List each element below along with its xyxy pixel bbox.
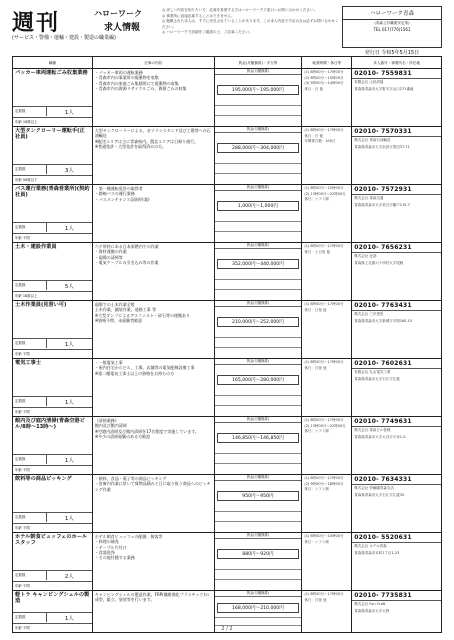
job-title[interactable]: パッカー車両運転ごみ収集業務: [15, 70, 88, 76]
age-label: 年齢: [15, 526, 22, 530]
count-row: [13, 512, 92, 522]
description-cell: [93, 417, 215, 474]
company-cell: [352, 417, 442, 474]
wage-header: 賃金(月額換算): [215, 185, 302, 191]
wage-value: 352,000円〜440,000円: [217, 259, 300, 269]
table-row: [13, 417, 442, 475]
count-value: 1人: [64, 399, 74, 406]
wage-cell: [215, 417, 303, 474]
company-address: 青森県上北郡六ケ所村大字尾駮: [354, 261, 404, 266]
work-hours: (1) 6時00分〜10時00分 休日：シフト制: [304, 534, 344, 544]
age-label: 年齢: [15, 236, 22, 240]
wage-value: 195,000円〜195,000円: [217, 85, 300, 95]
company-name: 株式会社 北部: [354, 254, 377, 258]
wage-header: 賃金(月額換算): [215, 243, 302, 249]
job-title-cell: [13, 533, 93, 590]
company-address: 青森県青森市大字石江字江渡35: [354, 493, 405, 498]
office-box: [342, 6, 442, 48]
company-address: 青森県青森市大字石江字江渡: [354, 377, 400, 382]
work-hours: (1) 8時00分〜17時00分 (2) 6時00分〜15時00分 (3) 5時00分〜14時00分 休日：日 他: [304, 70, 344, 91]
job-description: ・パッカー車両の運転業務 ・青森市内の事業所の廃棄物を収集 ・青森市内の家庭ごみ集積所にて廃棄物の収集 ・青森市内の資源リサイクルごみ、資源ごみの収集: [94, 70, 187, 91]
issue-date: 発行日 令和5年5月15日: [364, 50, 420, 56]
divider: [215, 521, 302, 522]
count-label: 定数数: [13, 613, 47, 622]
description-cell: [93, 301, 215, 358]
job-title[interactable]: 土木作業員(見習い可): [15, 302, 67, 308]
job-number[interactable]: 02010- 7634331: [352, 475, 441, 485]
description-cell: [93, 475, 215, 532]
column-header: 職種: [13, 57, 93, 68]
divider: [215, 405, 302, 406]
description-cell: [93, 359, 215, 416]
hours-cell: [302, 185, 352, 242]
logo-tagline: (サービス・警備・運輸・建設・製造の職業編): [12, 35, 116, 41]
job-title-cell: [13, 359, 93, 416]
age-label: 年齢: [15, 584, 22, 588]
company-address: 青森県青森市本町1丁目1-23: [354, 551, 400, 556]
logo: 週刊: [12, 10, 61, 36]
count-label: 定数数: [13, 339, 47, 348]
company-name: 株式会社 伊藤園青森支店: [354, 486, 394, 490]
table-row: [13, 533, 442, 591]
wage-value: 210,000円〜252,000円: [217, 317, 300, 327]
company-name: 株式会社 Fun Craft: [354, 602, 386, 606]
job-number[interactable]: 02010- 7570331: [352, 127, 441, 137]
hours-cell: [302, 533, 352, 590]
company-address: 青森県青森市大字浜田字豊田37-71: [354, 145, 410, 150]
note: ◎ 事業所に直接応募することはできません。: [162, 13, 235, 18]
company-cell: [352, 243, 442, 300]
logo-subtitle: ハローワーク: [94, 9, 142, 18]
table-row: [13, 475, 442, 533]
hours-cell: [302, 359, 352, 416]
logo-subtitle-2: 求人情報: [104, 23, 141, 33]
wage-header: 賃金(月額換算): [215, 301, 302, 307]
wage-cell: [215, 533, 303, 590]
divider: [215, 395, 302, 396]
age-row: [13, 291, 92, 299]
divider: [215, 105, 302, 106]
job-title[interactable]: 電気工事士: [15, 360, 41, 366]
job-number[interactable]: 02010- 7735831: [352, 591, 441, 601]
header-notes: [162, 8, 342, 36]
count-row: [13, 164, 92, 174]
hours-cell: [302, 243, 352, 300]
wage-value: 880円〜920円: [217, 549, 300, 559]
age-value: 18歳以上: [22, 294, 38, 298]
count-row: [13, 612, 92, 622]
company-name: 株式会社 青森交通: [354, 196, 384, 200]
job-number[interactable]: 02010- 7763431: [352, 301, 441, 311]
hours-cell: [302, 69, 352, 126]
count-value: 3人: [64, 167, 74, 174]
column-header: 就業時間・休日等: [302, 57, 352, 68]
work-hours: (1) 8時00分〜17時00分 (2) 9時00分〜18時00分 休日：シフト制: [304, 476, 344, 492]
divider: [215, 337, 302, 338]
job-title[interactable]: 土木・建設作業員: [15, 244, 57, 250]
column-header: 求人番号・事業所名・所在地: [352, 57, 442, 68]
age-value: 不問: [22, 236, 30, 240]
divider: [215, 617, 302, 618]
count-label: 定数数: [13, 107, 47, 116]
wage-header: 賃金(月額換算): [215, 127, 302, 133]
job-number[interactable]: 02010- 7572931: [352, 185, 441, 195]
table-header: [13, 57, 442, 69]
divider: [215, 115, 302, 116]
job-title-cell: [13, 127, 93, 184]
wage-cell: [215, 475, 303, 532]
age-label: 年齢: [15, 468, 22, 472]
age-label: 年齢: [15, 178, 22, 182]
job-description: 《清掃業務》 館内及び館内清掃 ※空港内清掃及び館内清掃を17名程度で実施しています。 ※多少の清掃経験のある方歓迎: [94, 418, 199, 439]
job-title[interactable]: 大型タンクローリー運転手(正社員): [15, 128, 85, 140]
count-row: [13, 396, 92, 406]
count-row: [13, 570, 92, 580]
divider: [215, 569, 302, 570]
divider: [215, 453, 302, 454]
divider: [215, 347, 302, 348]
job-title-cell: [13, 69, 93, 126]
note: ◎ ハローワークで詳細をご確認の上、ご応募ください。: [162, 30, 253, 34]
work-hours: (1) 8時00分〜17時00分 休日：日祝 他: [304, 360, 344, 370]
count-row: [13, 106, 92, 116]
age-label: 年齢: [15, 120, 22, 124]
age-row: [13, 465, 92, 473]
column-header: 賃金(月額換算)・手当等: [215, 57, 303, 68]
count-label: 定数数: [13, 571, 47, 580]
divider: [215, 231, 302, 232]
work-hours: (1) 6時00分〜15時00分 (2) 13時00分〜22時00分 休日：シフト制: [304, 186, 346, 202]
count-value: 1人: [64, 515, 74, 522]
hours-cell: [302, 301, 352, 358]
work-hours: (1) 8時00分〜17時00分 休日：土日祝 他: [304, 244, 344, 254]
description-cell: [93, 243, 215, 300]
divider: [215, 463, 302, 464]
wage-cell: [215, 243, 303, 300]
table-row: [13, 185, 442, 243]
company-cell: [352, 69, 442, 126]
wage-cell: [215, 185, 303, 242]
table-row: [13, 243, 442, 301]
company-name: 株式会社 ホテル青森: [354, 544, 387, 548]
job-description: ・一般電気工事 ・屋内住宅からビル、工場、店舗等の電気配線設備工事 ※第二種電気工事士以上の資格をお持ちの方: [94, 360, 195, 376]
description-cell: [93, 533, 215, 590]
company-cell: [352, 127, 442, 184]
table-row: [13, 301, 442, 359]
company-address: 青森県青森市大字大野: [354, 609, 390, 614]
description-cell: [93, 185, 215, 242]
job-table: [12, 56, 442, 633]
count-value: 1人: [64, 109, 74, 116]
wage-cell: [215, 127, 303, 184]
job-number[interactable]: 02010- 7749631: [352, 417, 441, 427]
count-value: 1人: [64, 341, 74, 348]
table-row: [13, 69, 442, 127]
age-label: 年齢: [15, 410, 22, 414]
age-row: [13, 523, 92, 531]
company-name: 有限会社 丸山電気工業: [354, 370, 391, 374]
age-label: 年齢: [15, 626, 22, 630]
description-cell: [93, 69, 215, 126]
divider: [215, 579, 302, 580]
job-title[interactable]: 館内及び庭内清掃(青森空港ビル/8時〜13時〜): [15, 418, 85, 430]
company-name: 株式会社 三沢建設: [354, 312, 384, 316]
table-row: [13, 127, 442, 185]
company-cell: [352, 359, 442, 416]
job-title-cell: [13, 417, 93, 474]
job-rows: [13, 69, 442, 633]
office-address: (青森公共職業安定所): [374, 21, 410, 25]
work-hours: (1) 8時00分〜17時00分 (2) 13時00分〜22時00分 休日：シフト制: [304, 418, 346, 434]
wage-value: 165,000円〜280,000円: [217, 375, 300, 385]
age-row: [13, 175, 92, 183]
work-hours: (1) 8時00分〜17時00分 休日：日 他 年間休日数：105日: [304, 128, 344, 144]
count-label: 定数数: [13, 281, 47, 290]
job-description: ホテル朝食ビュッフェの配膳、接客等 ・料理の補充 ・テーブル片付け ・食器洗浄 ・その他付随する業務: [94, 534, 163, 561]
job-title[interactable]: 飲料等の商品ピッキング: [15, 476, 72, 482]
job-number[interactable]: 02010- 7602631: [352, 359, 441, 369]
job-number[interactable]: 02010- 7559831: [352, 69, 441, 79]
job-title-cell: [13, 243, 93, 300]
company-address: 青森県青森市大字大谷字小谷1-5: [354, 435, 406, 440]
wage-header: 賃金(月額換算): [215, 475, 302, 481]
company-name: 株式会社 青森石油輸送: [354, 138, 391, 142]
wage-cell: [215, 359, 303, 416]
job-description: キャンピングシェルの製造作業。FRP(繊維強化プラスチック)の成型、組立、塗装等を行います。: [94, 592, 209, 603]
wage-value: 146,850円〜146,850円: [217, 433, 300, 443]
wage-header: 賃金(月額換算): [215, 591, 302, 597]
hours-cell: [302, 417, 352, 474]
table-row: [13, 359, 442, 417]
age-value: 59歳以下: [22, 178, 38, 182]
wage-value: 1,000円〜1,000円: [217, 201, 300, 211]
office-tel: TEL 017(776)1561: [373, 27, 411, 32]
count-label: 定数数: [13, 223, 47, 232]
job-description: ・第一種運転免許の取得者 ・路線バスの運行業務 ・パスメンテナンス(清掃作業): [94, 186, 150, 202]
description-cell: [93, 127, 215, 184]
job-description: ・飲料、食品・菓子等の商品ピッキング ・倉庫内作業に於いて貨物品積みと日に取り扱う商品へのピッキング作業: [94, 476, 211, 492]
company-address: 青森県青森市大字新城字平岡160-15: [354, 319, 413, 324]
job-title[interactable]: 軽トラ キャンピングシェルの製造: [15, 592, 90, 604]
divider: [215, 163, 302, 164]
age-row: [13, 407, 92, 415]
age-label: 年齢: [15, 294, 22, 298]
company-cell: [352, 533, 442, 590]
divider: [215, 279, 302, 280]
company-name: 有限会社 山田清掃: [354, 80, 384, 84]
count-label: 定数数: [13, 397, 47, 406]
count-label: 定数数: [13, 165, 47, 174]
count-row: [13, 222, 92, 232]
age-row: [13, 581, 92, 589]
count-value: 1人: [64, 457, 74, 464]
note: ◎ 掲載された求人は、すでに充足されていることがあります。この求人内容で不足の点は必ずお問い合わせください。: [162, 19, 339, 29]
age-value: 不問: [22, 410, 30, 414]
age-value: 18歳以上: [22, 120, 38, 124]
company-address: 青森県青森市大字野木字山口271番地: [354, 87, 414, 92]
office-name: ハローワーク青森: [343, 7, 441, 20]
age-row: [13, 117, 92, 125]
wage-header: 賃金(月額換算): [215, 417, 302, 423]
count-value: 5人: [64, 283, 74, 290]
job-description: 六ケ所村にある日本原燃内での作業 ・資材運搬の作業 ・現場の清掃等 ・電気ケーブルの引き込み等の作業: [94, 244, 159, 265]
company-name: 株式会社 青森ビル管理: [354, 428, 391, 432]
wage-value: 950円〜950円: [217, 491, 300, 501]
job-title[interactable]: バス運行業務(青森営業所)(契約社員): [15, 186, 90, 198]
wage-header: 賃金(月額換算): [215, 533, 302, 539]
hours-cell: [302, 127, 352, 184]
page-number: 2 / 2: [221, 626, 233, 632]
divider: [215, 173, 302, 174]
note: ◎ 詳しい内容を知りたい方、応募を希望する方はハローワークで窓口へお問い合わせください。: [162, 8, 318, 12]
company-cell: [352, 185, 442, 242]
count-row: [13, 280, 92, 290]
work-hours: (1) 8時00分〜17時00分 休日：日祝 他: [304, 592, 344, 602]
age-value: 不問: [22, 526, 30, 530]
count-row: [13, 338, 92, 348]
page-header: [12, 6, 442, 56]
company-address: 青森県青森市大字荒川字藤戸119-7: [354, 203, 410, 208]
wage-cell: [215, 301, 303, 358]
job-number[interactable]: 02010- 5520631: [352, 533, 441, 543]
count-value: 2人: [64, 573, 74, 580]
age-value: 不問: [22, 352, 30, 356]
divider: [215, 289, 302, 290]
wage-value: 288,000円〜304,000円: [217, 143, 300, 153]
hours-cell: [302, 475, 352, 532]
count-label: 定数数: [13, 513, 47, 522]
age-row: [13, 233, 92, 241]
age-label: 年齢: [15, 352, 22, 356]
divider: [215, 221, 302, 222]
age-value: 不問: [22, 626, 30, 630]
job-description: 大型タンクローリーによる、ガソリンスタンド及び工場等への石油輸送 ※配送エリアは主に青森県内。農北エリアは日帰り運行。 ※普通免許・大型免許を取得済みの方。: [94, 128, 211, 149]
company-cell: [352, 301, 442, 358]
job-title-cell: [13, 301, 93, 358]
age-row: [13, 349, 92, 357]
company-cell: [352, 475, 442, 532]
count-value: 1人: [64, 615, 74, 622]
job-number[interactable]: 02010- 7656231: [352, 243, 441, 253]
column-header: 仕事の内容: [93, 57, 215, 68]
count-value: 1人: [64, 225, 74, 232]
count-row: [13, 454, 92, 464]
job-title[interactable]: ホテル朝食ビュッフェのホールスタッフ: [15, 534, 88, 546]
wage-value: 168,000円〜210,000円: [217, 603, 300, 613]
wage-header: 賃金(月額換算): [215, 359, 302, 365]
job-description: 現場での土木作業全般 土木作業、鋪装作業、道路工事 等 ※大型ダンプによるアスファルト・砕石等の運搬あり ※資格不問、未経験者歓迎: [94, 302, 190, 323]
count-label: 定数数: [13, 455, 47, 464]
job-title-cell: [13, 475, 93, 532]
divider: [215, 511, 302, 512]
age-value: 不問: [22, 468, 30, 472]
age-value: 不問: [22, 584, 30, 588]
wage-header: 賃金(月額換算): [215, 69, 302, 75]
work-hours: (1) 8時00分〜17時00分 休日：日祝 他: [304, 302, 344, 312]
job-title-cell: [13, 185, 93, 242]
wage-cell: [215, 69, 303, 126]
